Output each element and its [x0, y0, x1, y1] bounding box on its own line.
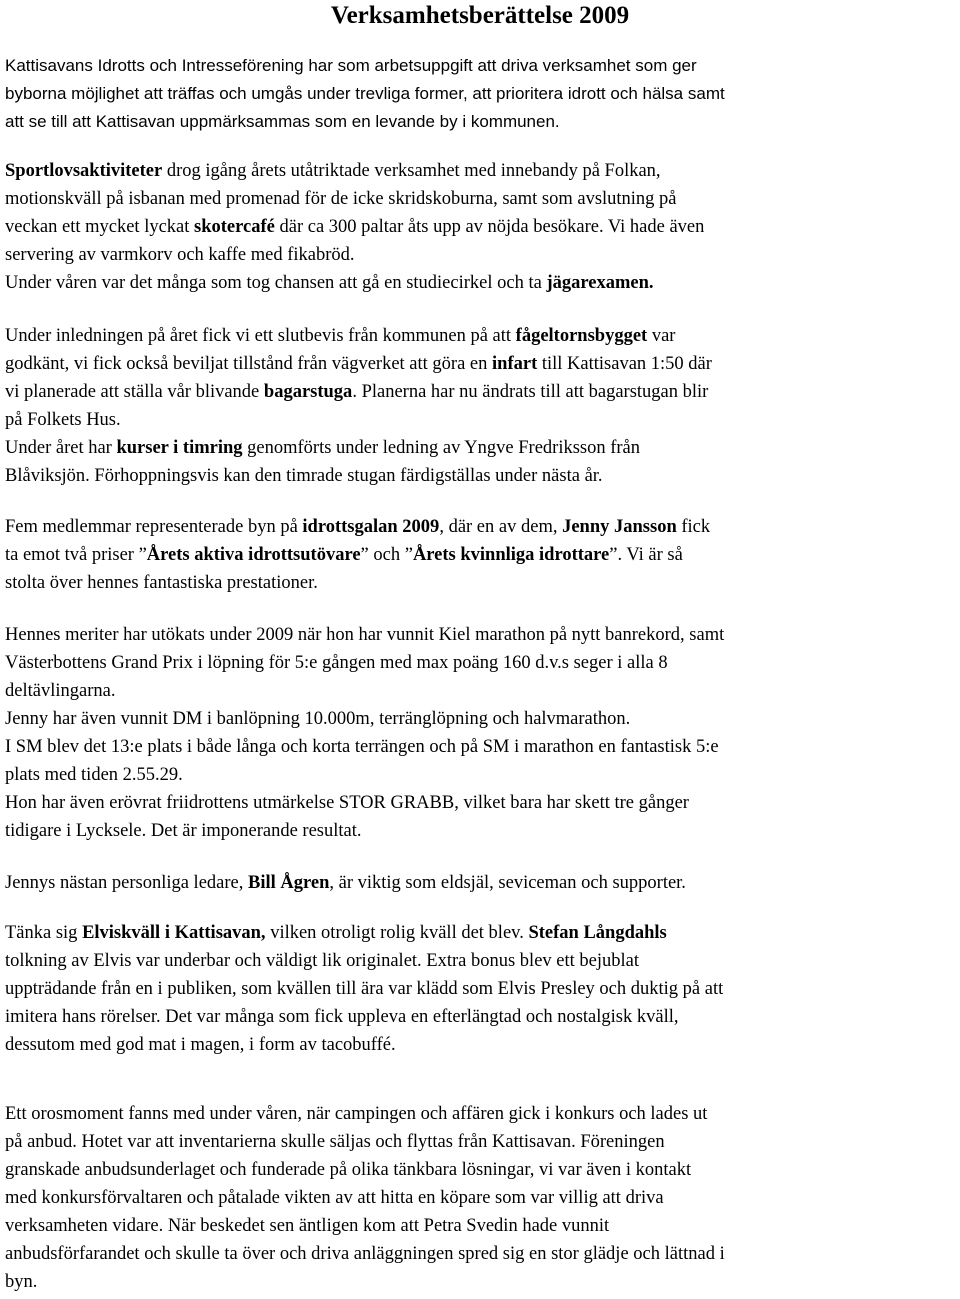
paragraph-line: [5, 761, 957, 789]
text-run: byn.: [5, 1272, 38, 1292]
bold-text: fågeltornsbygget: [515, 326, 648, 346]
text-run: var: [647, 326, 676, 346]
paragraph-line: [5, 1212, 957, 1240]
paragraph-line: [5, 52, 957, 80]
text-run: I SM blev det 13:e plats i både långa och korta terrängen och på SM i marathon en fantastisk 5:e: [5, 737, 719, 757]
text-run: motionskväll på isbanan med promenad för de icke skridskoburna, samt som avslutning på: [5, 189, 677, 209]
text-run: plats med tiden 2.55.29.: [5, 765, 183, 785]
text-run: granskade anbudsunderlaget och funderade på olika tänkbara lösningar, vi var även i kontakt: [5, 1160, 692, 1180]
paragraph-3: [5, 322, 957, 490]
paragraph-line: [5, 350, 957, 378]
text-run: drog igång årets utåtriktade verksamhet med innebandy på Folkan,: [162, 161, 661, 181]
bold-text: Elviskväll i Kattisavan,: [82, 923, 266, 943]
bold-text: Stefan Långdahls: [528, 923, 667, 943]
text-run: Hon har även erövrat friidrottens utmärkelse STOR GRABB, vilket bara har skett tre gånger: [5, 793, 689, 813]
paragraph-line: [5, 213, 957, 241]
bold-text: Jenny Jansson: [562, 517, 677, 537]
text-run: Under inledningen på året fick vi ett slutbevis från kommunen på att: [5, 326, 516, 346]
text-run: Jennys nästan personliga ledare,: [5, 873, 248, 893]
paragraph-line: [5, 947, 957, 975]
paragraph-line: [5, 975, 957, 1003]
text-run: byborna möjlighet att träffas och umgås under trevliga former, att prioritera idrott och hälsa samt: [5, 84, 725, 103]
paragraph-line: [5, 1031, 957, 1059]
text-run: till Kattisavan 1:50 där: [537, 354, 712, 374]
paragraph-line: [5, 185, 957, 213]
paragraph-line: [5, 677, 957, 705]
text-run: Fem medlemmar representerade byn på: [5, 517, 303, 537]
text-run: anbudsförfarandet och skulle ta över och driva anläggningen spred sig en stor glädje och lättnad i: [5, 1244, 725, 1264]
paragraph-line: [5, 378, 957, 406]
text-run: tidigare i Lycksele. Det är imponerande resultat.: [5, 821, 362, 841]
text-run: . Planerna har nu ändrats till att bagarstugan blir: [352, 382, 709, 402]
text-run: Blåviksjön. Förhoppningsvis kan den timrade stugan färdigställas under nästa år.: [5, 466, 603, 486]
bold-text: bagarstuga: [263, 382, 353, 402]
text-run: servering av varmkorv och kaffe med fikabröd.: [5, 245, 355, 265]
text-run: stolta över hennes fantastiska prestationer.: [5, 573, 318, 593]
paragraph-line: [5, 80, 957, 108]
text-run: Ett orosmoment fanns med under våren, när campingen och affären gick i konkurs och lades ut: [5, 1104, 708, 1124]
text-run: dessutom med god mat i magen, i form av tacobuffé.: [5, 1035, 396, 1055]
text-run: Kattisavans Idrotts och Intresseförening har som arbetsuppgift att driva verksamhet som ger: [5, 56, 697, 75]
paragraph-line: [5, 1268, 957, 1296]
text-run: med konkursförvaltaren och påtalade vikten av att hitta en köpare som var villig att driva: [5, 1188, 664, 1208]
bold-text: Bill Ågren: [248, 873, 330, 893]
paragraph-line: [5, 817, 957, 845]
bold-text: kurser i timring: [116, 438, 243, 458]
paragraph-line: [5, 108, 957, 136]
paragraph-line: [5, 513, 957, 541]
bold-text: skotercafé: [194, 217, 275, 237]
bold-text: Sportlovsaktiviteter: [5, 161, 163, 181]
text-run: veckan ett mycket lyckat: [5, 217, 195, 237]
paragraph-line: [5, 733, 957, 761]
paragraph-line: [5, 269, 957, 297]
text-run: Jenny har även vunnit DM i banlöpning 10.000m, terränglöpning och halvmarathon.: [5, 709, 631, 729]
text-run: Under året har: [5, 438, 117, 458]
paragraph-line: [5, 705, 957, 733]
text-run: Under våren var det många som tog chansen att gå en studiecirkel och ta: [5, 273, 547, 293]
text-run: Hennes meriter har utökats under 2009 när hon har vunnit Kiel marathon på nytt banrekord, samt: [5, 625, 725, 645]
paragraph-line: [5, 157, 957, 185]
paragraph-line: [5, 919, 957, 947]
paragraph-line: [5, 789, 957, 817]
bold-text: infart: [492, 354, 538, 374]
text-run: Västerbottens Grand Prix i löpning för 5:e gången med max poäng 160 d.v.s seger i alla 8: [5, 653, 668, 673]
text-run: deltävlingarna.: [5, 681, 116, 701]
paragraph-7: [5, 919, 957, 1059]
text-run: ta emot två priser ”: [5, 545, 147, 565]
text-run: vilken otroligt rolig kväll det blev.: [265, 923, 529, 943]
text-run: uppträdande från en i publiken, som kvällen till ära var klädd som Elvis Presley och duktig på att: [5, 979, 724, 999]
paragraph-line: [5, 649, 957, 677]
text-run: tolkning av Elvis var underbar och väldigt lik originalet. Extra bonus blev ett bejublat: [5, 951, 639, 971]
paragraph-line: [5, 869, 957, 897]
paragraph-line: [5, 621, 957, 649]
bold-text: Årets aktiva idrottsutövare: [146, 545, 361, 565]
paragraph-line: [5, 541, 957, 569]
document-title: Verksamhetsberättelse 2009: [330, 2, 630, 29]
paragraph-4: [5, 513, 957, 597]
text-run: Tänka sig: [5, 923, 83, 943]
bold-text: Årets kvinnliga idrottare: [412, 545, 610, 565]
paragraph-1: [5, 52, 957, 136]
paragraph-2: [5, 157, 957, 297]
text-run: ”. Vi är så: [609, 545, 683, 565]
text-run: genomförts under ledning av Yngve Fredriksson från: [242, 438, 641, 458]
bold-text: jägarexamen.: [546, 273, 654, 293]
paragraph-line: [5, 1156, 957, 1184]
bold-text: idrottsgalan 2009: [302, 517, 440, 537]
paragraph-line: [5, 569, 957, 597]
text-run: imitera hans rörelser. Det var många som fick uppleva en efterlängtad och nostalgisk kväll,: [5, 1007, 679, 1027]
paragraph-line: [5, 322, 957, 350]
paragraph-line: [5, 434, 957, 462]
text-run: , där en av dem,: [439, 517, 563, 537]
paragraph-line: [5, 1100, 957, 1128]
paragraph-line: [5, 1184, 957, 1212]
text-run: på anbud. Hotet var att inventarierna skulle säljas och flyttas från Kattisavan. Föreningen: [5, 1132, 665, 1152]
text-run: fick: [676, 517, 711, 537]
text-run: att se till att Kattisavan uppmärksammas som en levande by i kommunen.: [5, 112, 560, 131]
text-run: godkänt, vi fick också beviljat tillstånd från vägverket att göra en: [5, 354, 493, 374]
paragraph-6: [5, 869, 957, 897]
paragraph-line: [5, 462, 957, 490]
paragraph-8: [5, 1100, 957, 1296]
text-run: ” och ”: [360, 545, 413, 565]
paragraph-line: [5, 241, 957, 269]
paragraph-line: [5, 406, 957, 434]
paragraph-line: [5, 1240, 957, 1268]
paragraph-line: [5, 1003, 957, 1031]
paragraph-5: [5, 621, 957, 845]
text-run: där ca 300 paltar åts upp av nöjda besökare. Vi hade även: [274, 217, 705, 237]
text-run: , är viktig som eldsjäl, seviceman och supporter.: [329, 873, 686, 893]
text-run: på Folkets Hus.: [5, 410, 121, 430]
paragraph-line: [5, 1128, 957, 1156]
text-run: verksamheten vidare. När beskedet sen äntligen kom att Petra Svedin hade vunnit: [5, 1216, 610, 1236]
text-run: vi planerade att ställa vår blivande: [5, 382, 264, 402]
